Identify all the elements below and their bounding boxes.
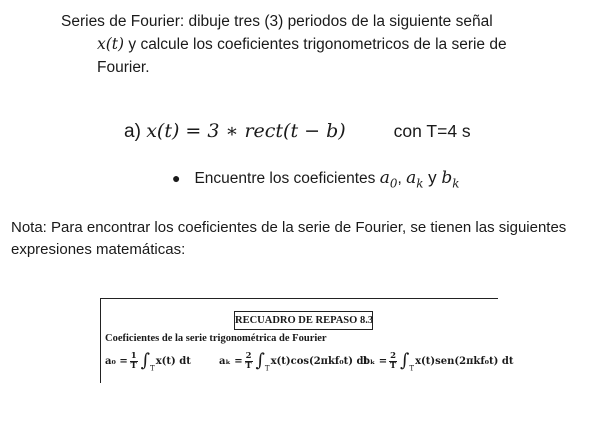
instruction-conjunction: y	[423, 168, 442, 187]
problem-line-2-text: y calcule los coeficientes trigonometricos de la serie de	[124, 36, 507, 53]
note-paragraph: Nota: Para encontrar los coeficientes de la serie de Fourier, se tienen las siguientes expresiones matemáticas:	[11, 219, 567, 258]
integral-icon: $\int_T$	[255, 350, 270, 373]
part-a-expression: x(t) = 3 ∗ rect(t − b)	[146, 120, 346, 142]
part-a-label: a)	[124, 121, 147, 142]
bk-symbol: $b_k$	[441, 168, 460, 191]
problem-statement	[61, 10, 561, 79]
integral-icon: $\int_T$	[140, 350, 155, 373]
a0-symbol: $a_0$	[379, 168, 398, 191]
bullet-icon: ●	[172, 170, 181, 186]
formula-bk: bₖ = $\frac{2}{T}$ $\int_T$ x(t)sen(2πkf₀t) dt	[363, 350, 514, 373]
part-a	[124, 120, 471, 143]
review-box-subtitle: Coeficientes de la serie trigonométrica de Fourier	[105, 333, 327, 344]
formula-a0: a₀ = $\frac{1}{T}$ $\int_T$ x(t) dt	[105, 350, 191, 373]
part-a-period: con T=4 s	[393, 121, 471, 141]
review-box	[100, 298, 514, 383]
integral-icon: $\int_T$	[400, 350, 415, 373]
review-box-title: RECUADRO DE REPASO 8.3	[234, 311, 373, 330]
formula-ak: aₖ = $\frac{2}{T}$ $\int_T$ x(t)cos(2πkf₀t) dt	[219, 350, 369, 373]
instruction-text: Encuentre los coeficientes	[194, 170, 380, 187]
signal-symbol: x(t)	[97, 35, 125, 53]
problem-line-2	[61, 33, 561, 56]
problem-line-1: Series de Fourier: dibuje tres (3) periodos de la siguiente señal	[61, 13, 493, 30]
problem-line-3: Fourier.	[97, 59, 150, 76]
ak-symbol: $a_k$	[406, 168, 424, 191]
instruction-bullet: ● Encuentre los coeficientes $a_0$, $a_k$ y $b_k$	[172, 168, 460, 191]
